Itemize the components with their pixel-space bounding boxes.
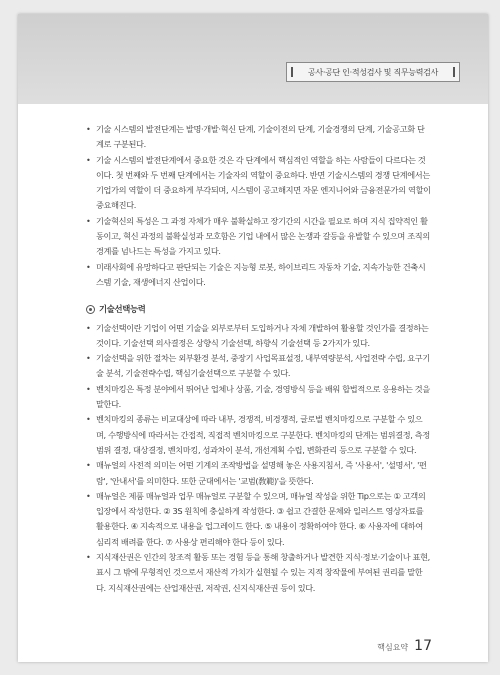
list-item: • 기술선택을 위한 절차는 외부환경 분석, 중장기 사업목표설정, 내부역량분석, 사업전략 수립, 요구기술 분석, 기술전략수립, 핵심기술선택으로 구분할 수 있다. (86, 351, 431, 382)
footer-label: 핵심요약 (377, 643, 409, 652)
list-item: • 벤치마킹은 특정 분야에서 뛰어난 업체나 상품, 기술, 경영방식 등을 배워 합법적으로 응용하는 것을 말한다. (86, 382, 431, 413)
section-title: 기술선택능력 (99, 304, 146, 315)
header-band (18, 14, 488, 104)
intro-list (86, 122, 431, 290)
section-bullet-icon (86, 305, 95, 314)
page-footer (377, 638, 432, 654)
page-sheet (18, 14, 488, 662)
list-item: • 미래사회에 유망하다고 판단되는 기술은 지능형 로봇, 하이브리드 자동차 기술, 지속가능한 건축시스템 기술, 재생에너지 산업이다. (86, 260, 431, 291)
body-content (86, 122, 431, 596)
list-item: • 벤치마킹의 종류는 비교대상에 따라 내부, 경쟁적, 비경쟁적, 글로벌 벤치마킹으로 구분할 수 있으며, 수행방식에 따라서는 간접적, 직접적 벤치마킹으로 구분한다. 벤치마킹의 단계는 범위결정, 측정범위 결정, 대상결정, 벤치마킹, 성과차이 분석, 개선계획 수립, 변화관리 등으로 구분할 수 있다. (86, 412, 431, 458)
running-header: 공사·공단 인·적성검사 및 직무능력검사 (286, 62, 460, 82)
list-item: • 기술 시스템의 발전단계에서 중요한 것은 각 단계에서 핵심적인 역할을 하는 사람들이 다르다는 것이다. 첫 번째와 두 번째 단계에서는 기술자의 역할이 중요하다. 반면 기술시스템의 경쟁 단계에서는 기업가의 역할이 더 중요하게 부각되며, 시스템이 공고해지면 자문 엔지니어와 금융전문가의 역할이 중요해진다. (86, 153, 431, 214)
list-item: • 기술혁신의 특성은 그 과정 자체가 매우 불확실하고 장기간의 시간을 필요로 하며 지식 집약적인 활동이고, 혁신 과정의 불확실성과 모호함은 기업 내에서 많은 논쟁과 갈등을 유발할 수 있으며 조직의 경계를 넘나드는 특성을 가지고 있다. (86, 214, 431, 260)
list-item: • 지식재산권은 인간의 창조적 활동 또는 경험 등을 통해 창출하거나 발견한 지식·정보·기술이나 표현, 표시 그 밖에 무형적인 것으로서 재산적 가치가 실현될 수 있는 지적 창작물에 부여된 권리를 말한다. 지식재산권에는 산업재산권, 저작권, 신지식재산권 등이 있다. (86, 550, 431, 596)
list-item: • 매뉴얼의 사전적 의미는 어떤 기계의 조작방법을 설명해 놓은 사용지침서, 즉 '사용서', '설명서', '편람', '안내서'를 의미한다. 또한 군대에서는 '교범(敎範)'을 뜻한다. (86, 458, 431, 489)
list-item: • 매뉴얼은 제품 매뉴얼과 업무 매뉴얼로 구분할 수 있으며, 매뉴얼 작성을 위한 Tip으로는 ① 고객의 입장에서 작성한다. ② 3S 원칙에 충실하게 작성한다. ③ 쉽고 간결한 문체와 일러스트 영상자료를 활용한다. ④ 지속적으로 내용을 업그레이드 한다. ⑤ 내용이 정확하여야 한다. ⑥ 사용자에 대하여 심리적 배려를 한다. ⑦ 사용상 편리해야 한다 등이 있다. (86, 489, 431, 550)
list-item: • 기술 시스템의 발전단계는 발명·개발·혁신 단계, 기술이전의 단계, 기술경쟁의 단계, 기술공고화 단계로 구분된다. (86, 122, 431, 153)
page-number: 17 (414, 638, 432, 654)
list-item: • 기술선택이란 기업이 어떤 기술을 외부로부터 도입하거나 자체 개발하여 활용할 것인가를 결정하는 것이다. 기술선택 의사결정은 상향식 기술선택, 하향식 기술선택 등 2가지가 있다. (86, 321, 431, 352)
section-list (86, 321, 431, 596)
section-heading (86, 302, 431, 317)
